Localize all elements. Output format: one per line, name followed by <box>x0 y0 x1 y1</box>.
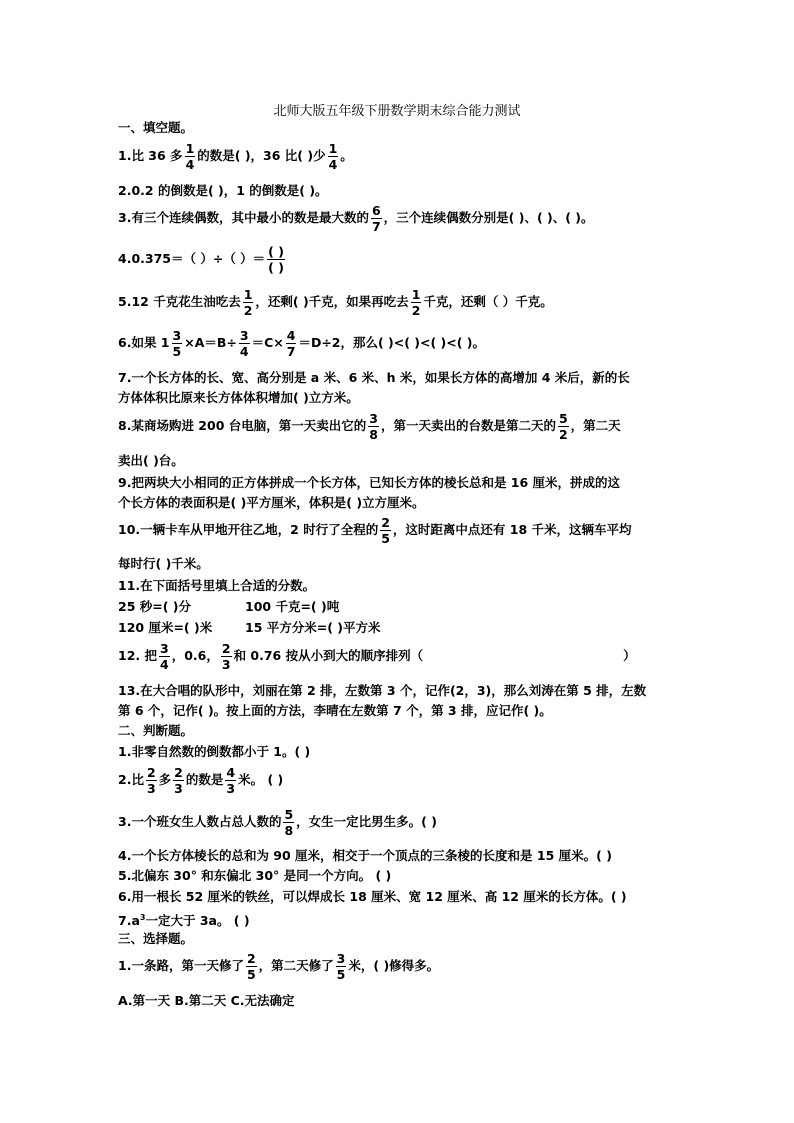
fraction: $\frac{2}{5}$ <box>381 515 390 546</box>
question-13-line-2: 第 6 个，记作( )。按上面的方法，李晴在左数第 7 个，第 3 排，应记作( )。 <box>118 703 552 718</box>
fraction: $\frac{1}{2}$ <box>411 287 421 318</box>
question-1: 1.比 36 多 $\frac{1}{4}$ 的数是( )，36 比( )少 $\frac{1}{4}$ 。 <box>118 141 353 172</box>
question-8-line-2: 卖出( )台。 <box>118 453 184 468</box>
question-11-item-2: 100 千克=( )吨 <box>245 599 340 614</box>
fraction: $\frac{1}{4}$ <box>185 141 195 172</box>
choice-1-options: A.第一天 B.第二天 C.无法确定 <box>118 993 295 1008</box>
fraction: $\frac{3}{5}$ <box>336 951 346 982</box>
section-true-false: 二、判断题。 <box>118 723 194 738</box>
fraction: $\frac{5}{8}$ <box>284 807 294 838</box>
question-7-line-1: 7.一个长方体的长、宽、高分别是 a 米、6 米、h 米，如果长方体的高增加 4 米后，新的长 <box>118 370 630 385</box>
judge-4: 4.一个长方体棱长的总和为 90 厘米，相交于一个顶点的三条棱的长度和是 15 厘米。( ) <box>118 848 612 863</box>
question-11-item-1: 25 秒=( )分 <box>118 599 191 614</box>
judge-7: $7.a^3$一定大于 3a。 ( ) <box>118 913 250 929</box>
judge-1: 1.非零自然数的倒数都小于 1。( ) <box>118 744 311 759</box>
question-11-item-3: 120 厘米=( )米 <box>118 620 213 635</box>
question-13-line-1: 13.在大合唱的队形中，刘丽在第 2 排，左数第 3 个，记作(2，3)，那么刘涛在第 5 排，左数 <box>118 683 647 698</box>
fraction: $\frac{2}{3}$ <box>174 765 183 796</box>
judge-6: 6.用一根长 52 厘米的铁丝，可以焊成长 18 厘米、宽 12 厘米、高 12 厘米的长方体。( ) <box>118 889 627 904</box>
section-fill-blank: 一、填空题。 <box>118 120 194 135</box>
fraction: $\frac{3}{8}$ <box>369 411 378 442</box>
fraction: $\frac{5}{2}$ <box>558 411 568 442</box>
fraction: $\frac{3}{5}$ <box>172 328 182 359</box>
fraction: $\frac{1}{4}$ <box>328 141 338 172</box>
fraction: $\frac{2}{3}$ <box>146 765 156 796</box>
question-7-line-2: 方体体积比原来长方体体积增加( )立方米。 <box>118 390 359 405</box>
page-title: 北师大版五年级下册数学期末综合能力测试 <box>273 104 521 119</box>
fraction: $\frac{1}{2}$ <box>243 287 253 318</box>
question-11: 11.在下面括号里填上合适的分数。 <box>118 578 316 593</box>
fraction: $\frac{3}{4}$ <box>160 641 169 672</box>
fraction: $\frac{4}{3}$ <box>226 765 236 796</box>
fraction: $\frac{3}{4}$ <box>239 328 249 359</box>
question-9-line-1: 9.把两块大小相同的正方体拼成一个长方体，已知长方体的棱长总和是 16 厘米，拼成的这 <box>118 475 621 490</box>
judge-2: 2.比 $\frac{2}{3}$ 多 $\frac{2}{3}$ 的数是 $\frac{4}{3}$ 米。 ( ) <box>118 765 284 796</box>
question-3: 3.有三个连续偶数，其中最小的数是最大数的 $\frac{6}{7}$ ，三个连续偶数分别是( )、( )、( )。 <box>118 203 594 234</box>
fraction: $\frac{6}{7}$ <box>371 203 381 234</box>
fraction: $\frac{2}{5}$ <box>246 951 256 982</box>
question-10-line-2: 每时行( )千米。 <box>118 556 209 571</box>
fraction: $\frac{4}{7}$ <box>286 328 296 359</box>
question-2: 2.0.2 的倒数是( )，1 的倒数是( )。 <box>118 183 328 198</box>
question-6: 6.如果 1 $\frac{3}{5}$ ×A＝B÷ $\frac{3}{4}$ ＝C× $\frac{4}{7}$ ＝D÷2，那么( )<( )<( )<( )。 <box>118 328 486 359</box>
judge-3: 3.一个班女生人数占总人数的 $\frac{5}{8}$ ，女生一定比男生多。( ) <box>118 807 437 838</box>
fraction: ( ) ( ) <box>268 244 284 275</box>
fraction: $\frac{2}{3}$ <box>221 641 231 672</box>
question-11-item-4: 15 平方分米=( )平方米 <box>245 620 381 635</box>
question-12: 12. 把 $\frac{3}{4}$ ，0.6， $\frac{2}{3}$ 和 0.76 按从小到大的顺序排列（ ） <box>118 641 636 672</box>
question-9-line-2: 个长方体的表面积是( )平方厘米，体积是( )立方厘米。 <box>118 495 425 510</box>
judge-5: 5.北偏东 30° 和东偏北 30° 是同一个方向。 ( ) <box>118 868 392 883</box>
question-4: 4.0.375＝（ ）÷（ ）＝ ( ) ( ) <box>118 244 284 275</box>
section-choice: 三、选择题。 <box>118 931 194 946</box>
question-10: 10.一辆卡车从甲地开往乙地，2 时行了全程的 $\frac{2}{5}$ ，这时距离中点还有 18 千米，这辆车平均 <box>118 515 632 546</box>
choice-1: 1.一条路，第一天修了 $\frac{2}{5}$ ，第二天修了 $\frac{3}{5}$ 米，( )修得多。 <box>118 951 440 982</box>
question-5: 5.12 千克花生油吃去 $\frac{1}{2}$ ，还剩( )千克，如果再吃去 $\frac{1}{2}$ 千克，还剩（ ）千克。 <box>118 287 553 318</box>
question-8: 8.某商场购进 200 台电脑，第一天卖出它的 $\frac{3}{8}$ ，第一天卖出的台数是第二天的 $\frac{5}{2}$ ，第二天 <box>118 411 621 442</box>
